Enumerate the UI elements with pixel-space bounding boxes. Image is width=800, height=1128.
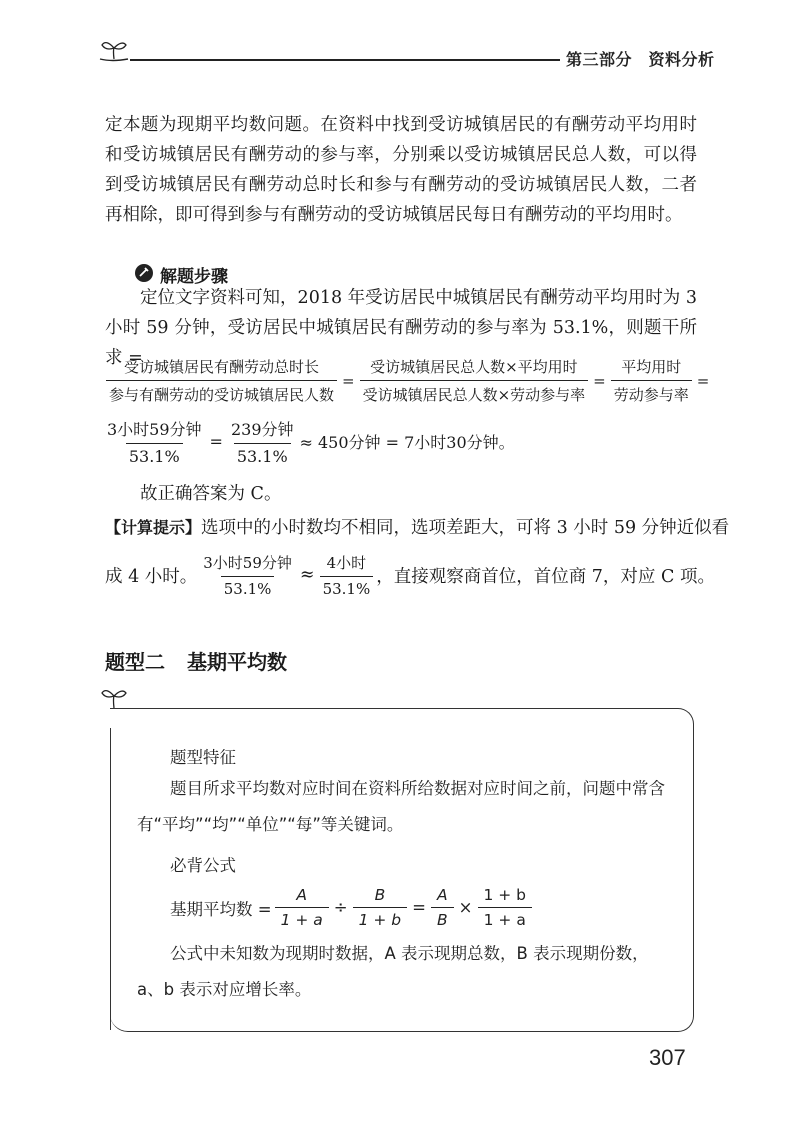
fraction — [200, 552, 295, 598]
calc-tip-suffix: ，直接观察商首位，首位商 7，对应 C 项。 — [376, 566, 715, 587]
feature-text: 题目所求平均数对应时间在资料所给数据对应时间之前，问题中常含有“平均”“均”“单位”“每”等关键词。 — [137, 779, 665, 834]
feature-label: 题型特征 — [170, 748, 236, 767]
fraction — [611, 356, 692, 405]
base-average-formula — [170, 886, 535, 929]
fraction-denominator: 劳动参与率 — [611, 380, 692, 405]
section-name: 基期平均数 — [187, 650, 287, 674]
calc-tip-line — [105, 514, 729, 539]
formula-2 — [101, 417, 515, 466]
fraction-numerator: A — [437, 886, 448, 904]
formula-1 — [103, 356, 711, 405]
fraction — [353, 886, 408, 929]
fraction-denominator: 53.1% — [221, 576, 275, 598]
approx-sign: ≈ — [299, 565, 315, 585]
formula-label: 必背公式 — [170, 856, 236, 875]
fraction-numerator: B — [374, 886, 386, 904]
fraction-denominator: 1 + a — [275, 907, 329, 929]
fraction-numerator: 3小时59分钟 — [107, 420, 202, 439]
fraction-numerator: 3小时59分钟 — [203, 554, 292, 572]
calc-tip-formula — [105, 552, 715, 598]
formula-note: 公式中未知数为现期时数据，A 表示现期总数，B 表示现期份数，a、b 表示对应增长率。 — [137, 944, 649, 999]
calc-tip-prefix: 成 4 小时。 — [105, 566, 198, 587]
steps-icon — [134, 263, 154, 283]
fraction-numerator: 1 + b — [483, 886, 526, 904]
fraction — [431, 886, 454, 929]
fraction-numerator: 239分钟 — [230, 420, 294, 439]
fraction-numerator: 受访城镇居民有酬劳动总时长 — [124, 358, 320, 376]
fraction — [360, 356, 589, 405]
fraction-denominator: 1 + b — [353, 907, 408, 929]
feature-box-left-edge — [110, 728, 111, 1030]
fraction-denominator: 53.1% — [126, 443, 183, 466]
steps-heading: 解题步骤 — [160, 267, 228, 287]
sprout-icon — [98, 37, 130, 63]
equals-sign: = — [593, 371, 606, 390]
fraction-denominator: 参与有酬劳动的受访城镇居民人数 — [106, 380, 337, 405]
fraction — [477, 886, 532, 929]
fraction — [320, 552, 374, 598]
equals-sign: = — [412, 898, 426, 917]
equals-sign: = — [342, 371, 355, 390]
fraction-denominator: 1 + a — [478, 907, 532, 929]
section-title — [105, 646, 287, 675]
fraction — [228, 417, 297, 466]
equals-sign: = — [696, 371, 710, 390]
fraction-denominator: 53.1% — [234, 443, 291, 466]
formula-lhs: 基期平均数 = — [170, 899, 272, 919]
header-rule — [130, 59, 560, 61]
sprout-icon — [98, 684, 130, 710]
page-number: 307 — [649, 1045, 686, 1070]
fraction-denominator: 受访城镇居民总人数×劳动参与率 — [360, 380, 589, 405]
formula-result: ≈ 450分钟 = 7小时30分钟。 — [299, 433, 515, 452]
fraction-denominator: 53.1% — [320, 576, 374, 598]
calc-tip-text: 选项中的小时数均不相同，选项差距大，可将 3 小时 59 分钟近似看 — [201, 518, 730, 538]
intro-paragraph: 定本题为现期平均数问题。在资料中找到受访城镇居民的有酬劳动平均用时和受访城镇居民有酬劳动的参与率，分别乘以受访城镇居民总人数，可以得到受访城镇居民有酬劳动总时长和参与有酬劳动的受访城镇居民人数，二者再相除，即可得到参与有酬劳动的受访城镇居民每日有酬劳动的平均用时。 — [105, 115, 697, 225]
fraction-numerator: 受访城镇居民总人数×平均用时 — [370, 358, 578, 376]
answer-text: 故正确答案为 C。 — [140, 484, 282, 504]
equals-sign: = — [209, 432, 223, 451]
fraction — [275, 886, 329, 929]
fraction-numerator: 4小时 — [326, 554, 367, 572]
fraction — [104, 417, 205, 466]
fraction-numerator: 平均用时 — [621, 358, 682, 376]
header-title: 第三部分 资料分析 — [566, 50, 715, 69]
fraction-numerator: A — [296, 886, 307, 904]
steps-paragraph: 定位文字资料可知，2018 年受访居民中城镇居民有酬劳动平均用时为 3 小时 59 分钟，受访居民中城镇居民有酬劳动的参与率为 53.1%，则题干所求 = — [105, 288, 697, 368]
section-label: 题型二 — [105, 650, 165, 674]
times-sign: × — [458, 898, 473, 917]
divide-sign: ÷ — [333, 898, 348, 917]
fraction — [106, 356, 337, 405]
calc-tip-label: 【计算提示】 — [105, 518, 202, 537]
fraction-denominator: B — [431, 907, 454, 929]
